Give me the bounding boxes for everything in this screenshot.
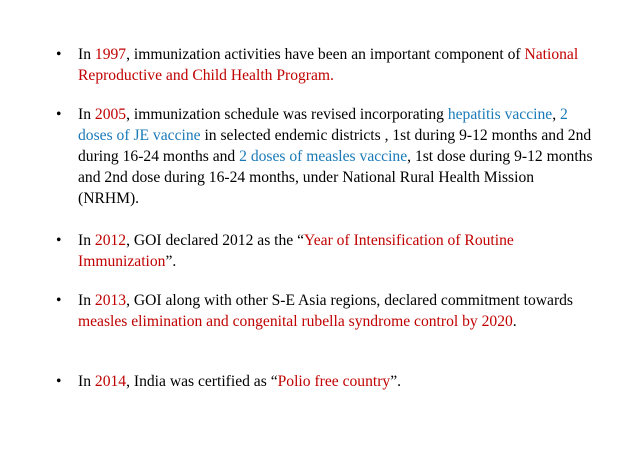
bullet-text bbox=[78, 104, 596, 209]
text-run: , immunization activities have been an important component of bbox=[126, 46, 525, 63]
bullet-icon: • bbox=[56, 46, 62, 63]
highlight-text: measles elimination and congenital rubella syndrome control by 2020 bbox=[78, 313, 513, 330]
text-run: In bbox=[78, 46, 95, 63]
bullet-text bbox=[78, 290, 596, 332]
bullet-text bbox=[78, 230, 596, 272]
text-run: in selected endemic districts , 1st during 9-12 months and 2nd during 16-24 months and bbox=[78, 127, 592, 165]
text-run: . bbox=[512, 313, 517, 330]
highlight-text: Year of Intensification of Routine Immunization bbox=[78, 232, 514, 270]
bullet-icon: • bbox=[56, 292, 62, 309]
bullet-item-1997 bbox=[56, 44, 596, 86]
text-run: In bbox=[78, 292, 95, 309]
highlight-text: 2013 bbox=[94, 292, 127, 309]
highlight-text: 2014 bbox=[94, 373, 127, 390]
bullet-item-2005 bbox=[56, 104, 596, 209]
text-run: ”. bbox=[390, 373, 402, 390]
text-run: , GOI declared 2012 as the “ bbox=[126, 232, 305, 249]
text-run: In bbox=[78, 232, 95, 249]
text-run: , immunization schedule was revised incorporating bbox=[126, 106, 448, 123]
text-run: ”. bbox=[165, 253, 177, 270]
text-run: In bbox=[78, 106, 95, 123]
bullet-item-2014 bbox=[56, 371, 596, 392]
highlight-text: 2012 bbox=[94, 232, 127, 249]
bullet-icon: • bbox=[56, 232, 62, 249]
bullet-icon: • bbox=[56, 106, 62, 123]
text-run: , India was certified as “ bbox=[126, 373, 278, 390]
bullet-item-2012 bbox=[56, 230, 596, 272]
highlight-text: Polio free country bbox=[277, 373, 391, 390]
text-run: , bbox=[552, 106, 560, 123]
highlight-text: 2 doses of measles vaccine bbox=[239, 148, 408, 165]
highlight-text: National Reproductive and Child Health Program. bbox=[78, 46, 579, 84]
text-run: In bbox=[78, 373, 95, 390]
text-run: , 1st dose during 9-12 months and 2nd dose during 16-24 months, under National Rural Health Mission (NRHM). bbox=[78, 148, 593, 207]
bullet-item-2013 bbox=[56, 290, 596, 332]
highlight-text: 2005 bbox=[94, 106, 127, 123]
bullet-text bbox=[78, 44, 596, 86]
bullet-text bbox=[78, 371, 596, 392]
bullet-icon: • bbox=[56, 373, 62, 390]
highlight-text: 2 doses of JE vaccine bbox=[78, 106, 568, 144]
highlight-text: hepatitis vaccine bbox=[447, 106, 553, 123]
highlight-text: 1997 bbox=[94, 46, 127, 63]
text-run: , GOI along with other S-E Asia regions, declared commitment towards bbox=[126, 292, 573, 309]
